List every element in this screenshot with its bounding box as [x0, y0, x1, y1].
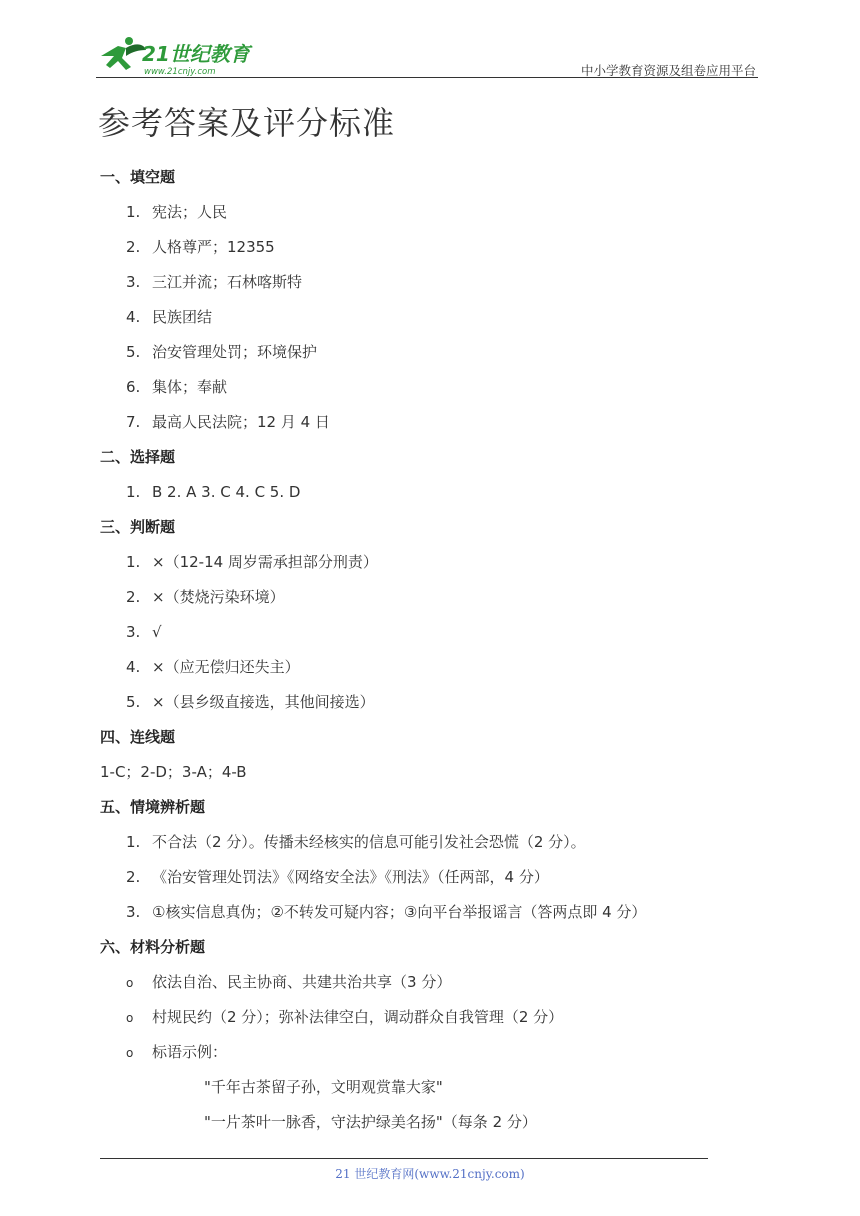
- item-text: 三江并流；石林喀斯特: [152, 273, 303, 291]
- item-number: 1.: [126, 553, 141, 571]
- list-item: [100, 895, 780, 930]
- item-number: 4.: [126, 658, 141, 676]
- footer-divider: [100, 1158, 708, 1159]
- list-item: [100, 545, 780, 580]
- matching-answer: 1-C；2-D；3-A；4-B: [100, 763, 247, 781]
- item-text: ×（应无偿归还失主）: [152, 658, 300, 676]
- list-item: [100, 405, 780, 440]
- section-heading-material-analysis: 六、材料分析题: [100, 938, 206, 956]
- list-item: [100, 650, 780, 685]
- list-item: [100, 370, 780, 405]
- slogan-example: "一片茶叶一脉香，守法护绿美名扬"（每条 2 分）: [204, 1113, 537, 1131]
- item-text: 不合法（2 分）。传播未经核实的信息可能引发社会恐慌（2 分）。: [152, 833, 586, 851]
- item-text: 民族团结: [152, 308, 213, 326]
- page-title: 参考答案及评分标准: [98, 104, 396, 142]
- list-item: [100, 580, 780, 615]
- item-number: 7.: [126, 413, 141, 431]
- header-tagline: 中小学教育资源及组卷应用平台: [580, 63, 756, 78]
- item-number: 5.: [126, 693, 141, 711]
- item-text: ×（12-14 周岁需承担部分刑责）: [152, 553, 378, 571]
- item-text: 依法自治、民主协商、共建共治共享（3 分）: [152, 973, 452, 991]
- section-heading-scenario: 五、情境辨析题: [100, 798, 206, 816]
- item-number: 4.: [126, 308, 141, 326]
- list-item: [100, 965, 780, 1000]
- item-number: 3.: [126, 623, 141, 641]
- logo-text: 21世纪教育: [142, 42, 250, 66]
- item-number: 3.: [126, 273, 141, 291]
- item-text: 村规民约（2 分）；弥补法律空白，调动群众自我管理（2 分）: [152, 1008, 564, 1026]
- item-text: B 2. A 3. C 4. C 5. D: [152, 483, 301, 501]
- list-item: [100, 195, 780, 230]
- item-text: ×（县乡级直接选，其他间接选）: [152, 693, 375, 711]
- page-header: [96, 30, 758, 78]
- item-text: 《治安管理处罚法》《网络安全法》《刑法》（任两部，4 分）: [152, 868, 549, 886]
- list-item: [100, 1000, 780, 1035]
- item-text: 集体；奉献: [152, 378, 228, 396]
- list-item: [100, 300, 780, 335]
- item-number: 5.: [126, 343, 141, 361]
- list-item: [100, 1035, 780, 1070]
- answer-content: [100, 160, 780, 1140]
- slogan-example: "千年古茶留子孙，文明观赏靠大家": [204, 1078, 443, 1096]
- list-item: [100, 685, 780, 720]
- item-number: 2.: [126, 588, 141, 606]
- bullet-circle-icon: o: [126, 1046, 134, 1060]
- item-number: 1.: [126, 203, 141, 221]
- section-heading-true-false: 三、判断题: [100, 518, 176, 536]
- list-item: [100, 475, 780, 510]
- footer-site: 21 世纪教育网(www.21cnjy.com): [335, 1167, 525, 1181]
- item-text: 最高人民法院；12 月 4 日: [152, 413, 330, 431]
- item-number: 6.: [126, 378, 141, 396]
- item-text: ×（焚烧污染环境）: [152, 588, 285, 606]
- logo-url: www.21cnjy.com: [144, 67, 216, 77]
- list-item: [100, 615, 780, 650]
- logo-figure-head-icon: [125, 37, 133, 45]
- section-heading-fill-blank: 一、填空题: [100, 168, 176, 186]
- item-number: 1.: [126, 483, 141, 501]
- bullet-circle-icon: o: [126, 976, 134, 990]
- item-text: 宪法；人民: [152, 203, 228, 221]
- header-divider: [96, 77, 758, 78]
- list-item: [100, 230, 780, 265]
- item-number: 2.: [126, 238, 141, 256]
- list-item: [100, 335, 780, 370]
- item-text: 治安管理处罚；环境保护: [152, 343, 318, 361]
- list-item: [100, 825, 780, 860]
- item-text: ①核实信息真伪；②不转发可疑内容；③向平台举报谣言（答两点即 4 分）: [152, 903, 647, 921]
- list-item: [100, 860, 780, 895]
- item-text: 标语示例：: [152, 1043, 228, 1061]
- section-heading-matching: 四、连线题: [100, 728, 176, 746]
- item-text: √: [152, 623, 162, 641]
- list-item: [100, 265, 780, 300]
- item-text: 人格尊严；12355: [152, 238, 275, 256]
- item-number: 1.: [126, 833, 141, 851]
- section-heading-multiple-choice: 二、选择题: [100, 448, 176, 466]
- logo-21cnjy: [96, 34, 266, 78]
- item-number: 2.: [126, 868, 141, 886]
- item-number: 3.: [126, 903, 141, 921]
- bullet-circle-icon: o: [126, 1011, 134, 1025]
